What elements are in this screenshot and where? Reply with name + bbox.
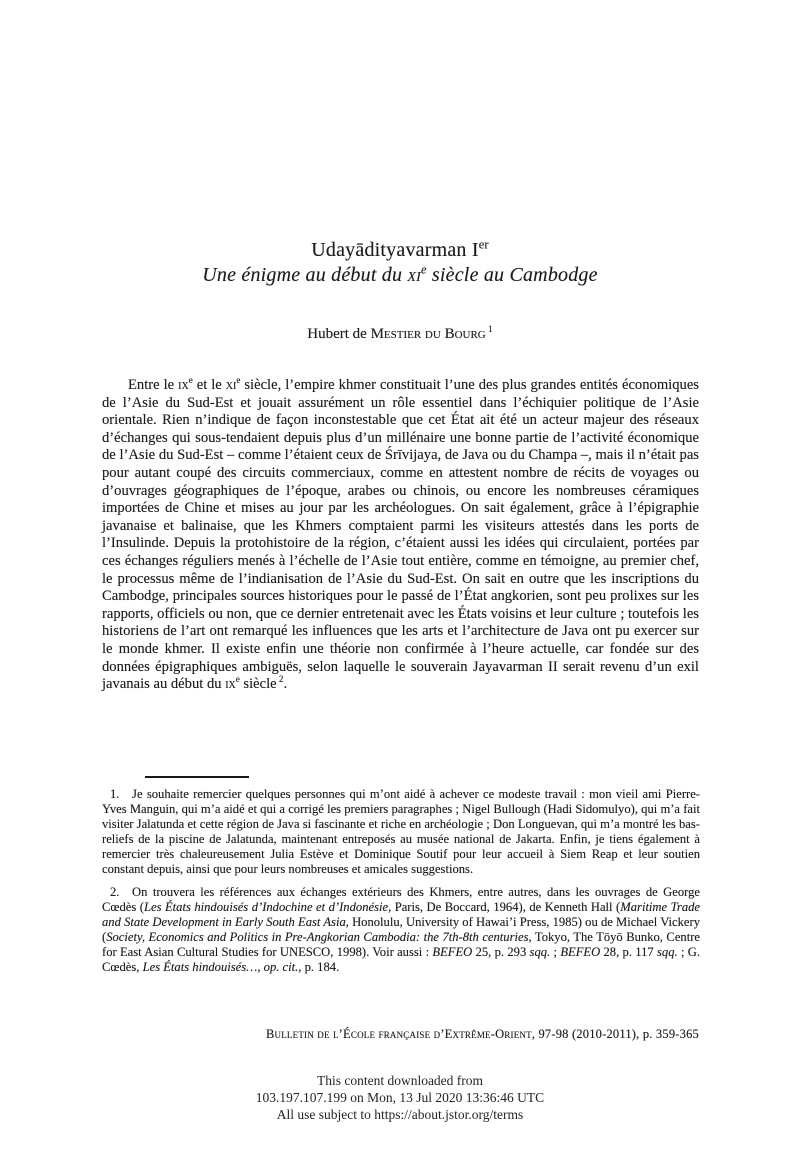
journal-citation: Bulletin de l’École française d’Extrême-Orient, 97-98 (2010-2011), p. 359-365	[266, 1027, 699, 1041]
article-title: Udayādityavarman Ier	[311, 237, 489, 261]
footnote-2: 2. On trouvera les références aux échanges extérieurs des Khmers, entre autres, dans les ouvrages de George Cœdès (Les États hindouisés d’Indochine et d’Indonésie, Paris, De Boccard, 1964), de Kenneth Hall (Maritime Trade and State Development in Early South East Asia, Honolulu, University of Hawai’i Press, 1985) ou de Michael Vickery (Society, Economics and Politics in Pre-Angkorian Cambodia: the 7th-8th centuries, Tokyo, The Tōyō Bunko, Centre for East Asian Cultural Studies for UNESCO, 1998). Voir aussi : BEFEO 25, p. 293 sqq. ; BEFEO 28, p. 117 sqq. ; G. Cœdès, Les États hindouisés…, op. cit., p. 184.	[102, 884, 701, 975]
jstor-notice	[0, 1072, 800, 1123]
article-subtitle: Une énigme au début du $xi^e$ siècle au Cambodge	[202, 262, 598, 286]
jstor-notice-line-2: 103.197.107.199 on Mon, 13 Jul 2020 13:36:46 UTC	[255, 1090, 545, 1105]
body-paragraph: Entre le $ix^e$ et le $xi^e$ siècle, l’empire khmer constituait l’une des plus grandes entités économiques de l’Asie du Sud-Est et jouait assurément un rôle essentiel dans l’échiquier politique de l’Asie orientale. Rien n’indique de façon inconstestable que cet État ait été un acteur majeur des réseaux d’échanges qui sous-tendaient depuis plus d’un millénaire une bonne partie de l’activité économique de l’Asie du Sud-Est – comme l’étaient ceux de Śrīvijaya, de Java ou du Champa –, mais il n’était pas pour autant coupé des circuits commerciaux, comme en attestent nombre de récits de voyages ou d’ouvrages géographiques de l’époque, arabes ou chinois, ou encore les nombreuses céramiques importées de Chine et mises au jour par les archéologues. On sait également, grâce à l’épigraphie javanaise et balinaise, que les Khmers comptaient parmi les visiteurs attestés dans les ports de l’Insulinde. Depuis la protohistoire de la région, c’étaient aussi les idées qui circulaient, portées par ces échanges réguliers menés à l’échelle de l’Asie tout entière, comme en témoigne, au premier chef, le processus même de l’indianisation de l’Asie du Sud-Est. On sait en outre que les inscriptions du Cambodge, principales sources historiques pour le passé de l’État angkorien, sont peu prolixes sur les rapports, officiels ou non, que ce dernier entretenait avec les États voisins et leur culture ; toutefois les historiens de l’art ont remarqué les influences que les arts et l’architecture de Java ont pu exercer sur le monde khmer. Il existe enfin une théorie non confirmée à l’heure actuelle, car fondée sur des données épigraphiques ambiguës, selon laquelle le souverain Jayavarman II serait revenu d’un exil javanais au début du $ix^e$ siècle $^2$.	[102, 375, 699, 693]
article-header	[0, 238, 800, 288]
footnote-separator-rule	[145, 776, 249, 778]
author-line: Hubert de Mestier du Bourg $^1$	[307, 325, 493, 342]
footnote-1: 1. Je souhaite remercier quelques personnes qui m’ont aidé à achever ce modeste travail : mon vieil ami Pierre-Yves Manguin, qui m’a aidé et qui a corrigé les premiers paragraphes ; Nigel Bullough (Hadi Sidomulyo), qui m’a fait visiter Jalatunda et cette région de Java si fascinante et riche en archéologie ; Don Longuevan, qui m’a montré les bas-reliefs de la piscine de Jalatunda, maintenant entreposés au musée national de Jakarta. Enfin, je tiens également à remercier très chaleureusement Julia Estève et Dominique Soutif pour leur accueil à Siem Reap et leur soutien constant depuis, ainsi que pour leurs nombreuses et amicales suggestions.	[102, 787, 700, 877]
jstor-notice-line-3: All use subject to https://about.jstor.org/terms	[276, 1107, 524, 1122]
jstor-notice-line-1: This content downloaded from	[316, 1073, 484, 1088]
footnotes-section	[102, 787, 700, 975]
